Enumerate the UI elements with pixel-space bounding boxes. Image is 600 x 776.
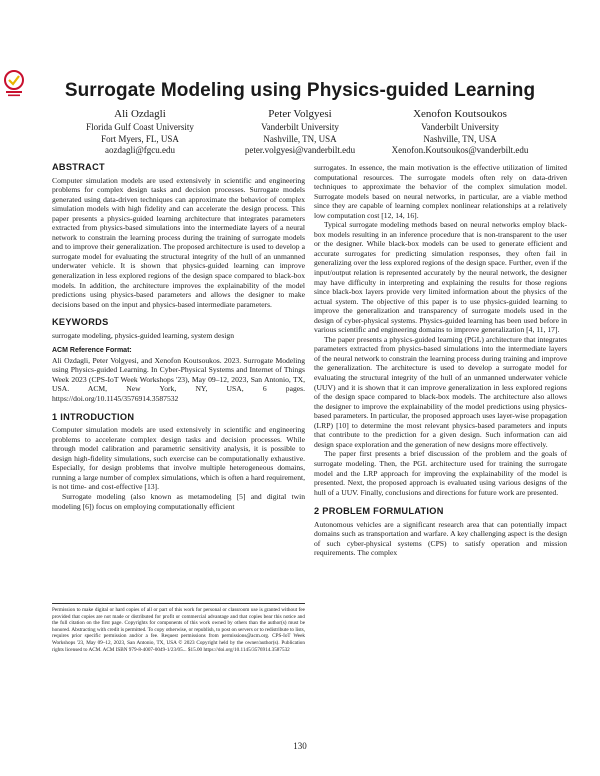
introduction-paragraph: Surrogate modeling (also known as metamodeling [5] and digital twin modeling [6]) focus on employing computationally efficient <box>52 491 305 511</box>
body-paragraph: The paper first presents a brief discussion of the problem and the goals of surrogate modeling. Then, the PGL architecture used for training the surrogate model and the LRP approach for improving the explainability of the model is presented. Next, the proposed approach is evaluated using various designs of the hull of a UUV. Finally, conclusions and directions for future work are presented. <box>314 449 567 497</box>
author-location: Nashville, TN, USA <box>423 133 497 144</box>
section-2-heading: 2 PROBLEM FORMULATION <box>314 506 444 517</box>
body-paragraph: surrogates. In essence, the main motivation is the effective utilization of limited computational resources. The surrogate models often rely on data-driven techniques to approximate the behavior of the complex simulation model. Surrogate models based on neural networks, in particular, are a viable method since they are capable of learning complex nonlinear relationships at a relatively low computation cost [12, 14, 16]. <box>314 163 567 220</box>
body-paragraph: The paper presents a physics-guided learning (PGL) architecture that integrates parameters extracted from physics-based simulations into the intermediate layers of the neural network to constrain the learning process during training and improve the generalization. The architecture is used to develop a surrogate model for evaluating the structural integrity of the hull of an unmanned underwater vehicle (UUV) and it is shown that it can improve generalization in less explored regions of the design space compared to black-box models. The architecture also allows the designer to improve the explainability of the model predictions using physics-based parameters. In particular, the proposed approach uses layer-wise propagation (LRP) [10] to determine the most relevant physics-based parameters and inputs that contribute to the prediction for a given design. Such information can aid design space exploration and the generation of new designs more effectively. <box>314 334 567 449</box>
author-email[interactable]: Xenofon.Koutsoukos@vanderbilt.edu <box>391 145 529 155</box>
author-block <box>55 108 225 157</box>
acm-reference-text: Ali Ozdagli, Peter Volgyesi, and Xenofon Koutsoukos. 2023. Surrogate Modeling using Physics-guided Learning. In Cyber-Physical Systems and Internet of Things Week 2023 (CPS-IoT Week Workshops '23), May 09–12, 2023, San Antonio, TX, USA. ACM, New York, NY, USA, 6 pages. https://doi.org/10.1145/3576914.3587532 <box>52 355 305 404</box>
author-affiliation: Vanderbilt University <box>261 122 339 132</box>
abstract-text: Computer simulation models are used extensively in scientific and engineering problems for complex design tasks and decision processes. Surrogate models generated using data-driven techniques can approximate the behavior of complex simulation models with high fidelity and can accelerate the design process. This paper presents a physics-guided learning architecture that integrates parameters extracted from physics-based simulations into the intermediate layers of a neural network to constrain the learning process during the training of surrogate models and to improve their generalization. The proposed architecture is used to develop a surrogate model for evaluating the structural integrity of the hull of an unmanned underwater vehicle. It is shown that physics-guided learning can improve generalization in less explored regions of the design space compared to black-box models. In addition, the architecture improves the explainability of the model predictions using physics-based parameters and allows the designer to make decisions based on the input and physics-based intermediate parameters. <box>52 175 305 309</box>
right-column <box>314 163 567 558</box>
author-affiliation: Vanderbilt University <box>421 122 499 132</box>
abstract-heading: ABSTRACT <box>52 162 105 172</box>
author-block <box>215 108 385 157</box>
author-name: Peter Volgyesi <box>268 108 332 120</box>
author-affiliation: Florida Gulf Coast University <box>86 122 194 132</box>
page-number: 130 <box>293 741 307 751</box>
author-email[interactable]: peter.volgyesi@vanderbilt.edu <box>244 145 356 155</box>
introduction-heading: 1 INTRODUCTION <box>52 411 135 422</box>
copyright-footnote: Permission to make digital or hard copies of all or part of this work for personal or classroom use is granted without fee provided that copies are not made or distributed for profit or commercial advantage and that copies bear this notice and the full citation on the first page. Copyrights for components of this work owned by others than the author(s) must be honored. Abstracting with credit is permitted. To copy otherwise, or republish, to post on servers or to redistribute to lists, requires prior specific permission and/or a fee. Request permissions from permissions@acm.org. CPS-IoT Week Workshops '23, May 09–12, 2023, San Antonio, TX, USA © 2023 Copyright held by the owner/author(s). Publication rights licensed to ACM. ACM ISBN 979-8-4007-0049-1/23/05... $15.00 https://doi.org/10.1145/3576914.3587532 <box>52 603 305 653</box>
author-location: Fort Myers, FL, USA <box>101 133 179 144</box>
keywords-text: surrogate modeling, physics-guided learning, system design <box>52 330 235 340</box>
author-name: Xenofon Koutsoukos <box>413 108 507 120</box>
author-location: Nashville, TN, USA <box>263 133 337 144</box>
introduction-paragraph: Computer simulation models are used extensively in scientific and engineering problems to accelerate complex design tasks and decision processes. While through model calibration and parametric sensitivity analysis, it is possible to design high-fidelity simulations, such exercise can be computationally exhaustive. Especially, for design problems that involve multiple heterogeneous domains, running a large number of complex simulations, which is often a hard requirement, is not time- and cost-effective [13]. <box>52 425 305 492</box>
left-column <box>52 163 305 511</box>
keywords-heading: KEYWORDS <box>52 317 109 328</box>
body-paragraph: Autonomous vehicles are a significant research area that can potentially impact domains such as transportation and warfare. A key challenging aspect is the design of such cyber-physical systems (CPS) to satisfy operation and mission requirements. The complex <box>314 519 567 558</box>
paper-title: Surrogate Modeling using Physics-guided Learning <box>64 80 536 101</box>
author-name: Ali Ozdagli <box>114 108 166 120</box>
author-email[interactable]: aozdagli@fgcu.edu <box>104 145 175 155</box>
author-block <box>375 108 545 157</box>
body-paragraph: Typical surrogate modeling methods based on neural networks employ black-box models resulting in an inference procedure that is non-transparent to the user or the designer. While black-box models can be used to generate efficient and accurate surrogates for predicting simulation responses, they often fail in generalizing over the less explored regions of the design space. Further, even if the input/output relation is represented accurately by the neural network, the designer may have difficulty in interpreting and explaining the results for those regions since black-box layers provide very limited information about the physics of the actual system. The objective of this paper is to use physics-guided learning to improve the generalization and transparency of surrogate models used in the design of cyber-physical systems. Physics-guided learning has been used before in various scientific and engineering domains to improve generalization [4, 11, 17]. <box>314 220 567 335</box>
acm-reference-heading: ACM Reference Format: <box>52 347 132 355</box>
